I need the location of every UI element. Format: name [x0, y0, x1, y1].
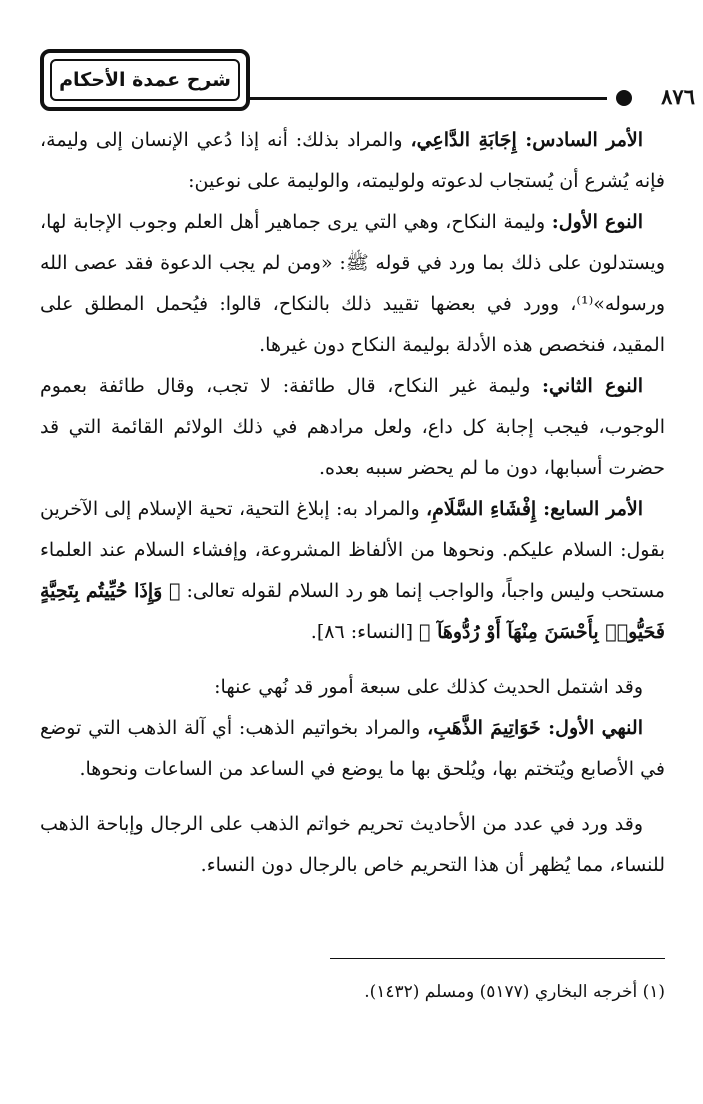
paragraph-text: وقد ورد في عدد من الأحاديث تحريم خواتم الذهب على الرجال وإباحة الذهب للنساء، مما يُظهر أن هذا التحريم خاص بالرجال دون النساء.	[40, 813, 665, 876]
paragraph-text: والمراد به: إبلاغ التحية، تحية الإسلام إلى الآخرين بقول: السلام عليكم. ونحوها من الألفاظ المشروعة، وإفشاء السلام عند العلماء مستحب وليس واجباً، والواجب إنما هو رد السلام لقوله تعالى:	[40, 498, 665, 602]
footnote-rule	[330, 958, 665, 959]
paragraph-text: والمراد بذلك: أنه إذا دُعي الإنسان إلى وليمة، فإنه يُشرع أن يُستجاب لدعوته ولوليمته، والوليمة على نوعين:	[40, 129, 665, 192]
paragraph	[40, 120, 665, 202]
header-rule	[250, 97, 607, 100]
paragraph	[40, 708, 665, 790]
verse-reference: [النساء: ٨٦].	[310, 621, 420, 643]
header-bullet	[616, 90, 632, 106]
paragraph-heading: الأمر السابع: إِفْشَاءِ السَّلَامِ،	[425, 498, 643, 520]
paragraph-text: وليمة غير النكاح، قال طائفة: لا تجب، وقال طائفة بعموم الوجوب، فيجب إجابة كل داع، ولعل مرادهم في ذلك الولائم القائمة التي قد حضرت أسبابها، دون ما لم يحضر سببه بعده.	[40, 375, 665, 479]
paragraph-heading: الأمر السادس: إِجَابَةِ الدَّاعِي،	[410, 129, 643, 151]
paragraph-heading: النوع الثاني:	[542, 375, 644, 397]
paragraph-heading: النهي الأول: خَوَاتِيمَ الذَّهَبِ،	[427, 717, 643, 739]
quran-verse: ﴿ وَإِذَا حُيِّيتُم بِتَحِيَّةٍ فَحَيُّوا۟ بِأَحْسَنَ مِنْهَآ أَوْ رُدُّوهَآ ﴾	[40, 580, 665, 643]
paragraph-text: والمراد بخواتيم الذهب: أي آلة الذهب التي توضع في الأصابع ويُتختم بها، ويُلحق بها ما يوضع في الساعد من الساعات ونحوها.	[40, 717, 665, 780]
page-body	[40, 120, 665, 886]
paragraph	[40, 366, 665, 489]
paragraph	[40, 202, 665, 366]
book-title-inner-frame	[50, 59, 240, 101]
paragraph-text: وقد اشتمل الحديث كذلك على سبعة أمور قد نُهي عنها:	[214, 676, 643, 698]
footnote: (١) أخرجه البخاري (٥١٧٧) ومسلم (١٤٣٢).	[364, 982, 665, 1002]
book-title-frame	[40, 49, 250, 111]
paragraph	[40, 667, 665, 708]
paragraph	[40, 489, 665, 653]
page-number: ٨٧٦	[661, 84, 695, 109]
paragraph	[40, 804, 665, 886]
book-title: شرح عمدة الأحكام	[59, 69, 231, 91]
paragraph-heading: النوع الأول:	[551, 211, 643, 233]
paragraph-text: وليمة النكاح، وهي التي يرى جماهير أهل العلم وجوب الإجابة لها، ويستدلون على ذلك بما ورد في قوله ﷺ: «ومن لم يجب الدعوة فقد عصى الله ورسوله»⁽¹⁾، وورد في بعضها تقييد ذلك بالنكاح، قالوا: فيُحمل المطلق على المقيد، فنخصص هذه الأدلة بوليمة النكاح دون غيرها.	[40, 211, 665, 356]
